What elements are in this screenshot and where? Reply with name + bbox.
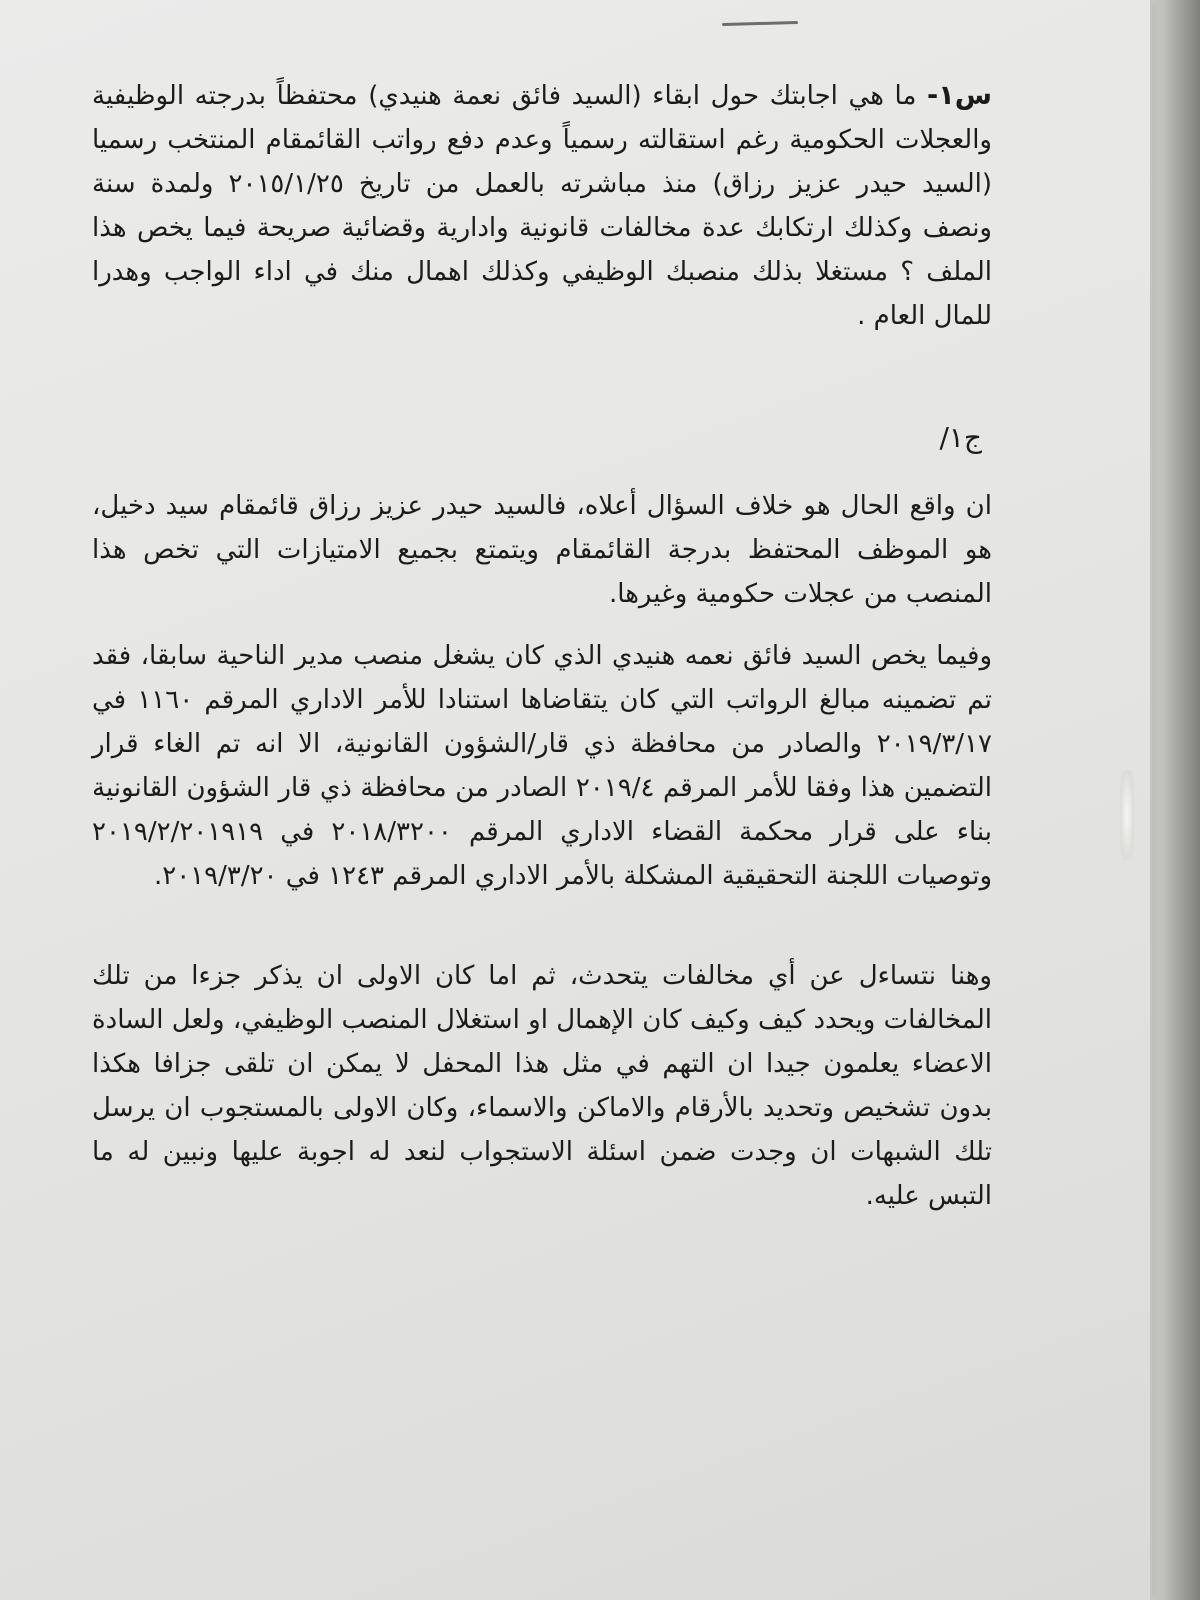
answer-paragraph-3: وهنا نتساءل عن أي مخالفات يتحدث، ثم اما كان الاولى ان يذكر جزءا من تلك المخالفات ويحدد كيف وكيف كان الإهمال او استغلال المنصب الوظيفي، ولعل السادة الاعضاء يعلمون جيدا ان التهم في مثل هذا المحفل لا يمكن ان تلقى جزافا هكذا بدون تشخيص وتحديد بالأرقام والاماكن والاسماء، وكان الاولى بالمستجوب ان يرسل تلك الشبهات ان وجدت ضمن اسئلة الاستجواب لنعد له اجوبة عليها ونبين له ما التبس عليه. (92, 961, 992, 1211)
staple-mark (722, 21, 798, 26)
paper-tear-mark (1120, 770, 1134, 860)
question-paragraph (92, 74, 992, 338)
answer-label: ج١/ (939, 421, 982, 454)
answer-paragraph-2: وفيما يخص السيد فائق نعمه هنيدي الذي كان يشغل منصب مدير الناحية سابقا، فقد تم تضمينه مبالغ الرواتب التي كان يتقاضاها استنادا للأمر الاداري المرقم ١١٦٠ في ٢٠١٩/٣/١٧ والصادر من محافظة ذي قار/الشؤون القانونية، الا انه تم الغاء قرار التضمين هذا وفقا للأمر المرقم ٢٠١٩/٤ الصادر من محافظة ذي قار الشؤون القانونية بناء على قرار محكمة القضاء الاداري المرقم ٢٠١٨/٣٢٠٠ في ٢٠١٩/٢/٢٠١٩١٩ وتوصيات اللجنة التحقيقية المشكلة بالأمر الاداري المرقم ١٢٤٣ في ٢٠١٩/٣/٢٠. (92, 641, 992, 891)
answer-paragraph-1: ان واقع الحال هو خلاف السؤال أعلاه، فالسيد حيدر عزيز رزاق قائمقام سيد دخيل، هو الموظف المحتفظ بدرجة القائمقام ويتمتع بجميع الامتيازات التي تخص هذا المنصب من عجلات حكومية وغيرها. (92, 491, 992, 609)
question-text: ما هي اجابتك حول ابقاء (السيد فائق نعمة هنيدي) محتفظاً بدرجته الوظيفية والعجلات الحكومية رغم استقالته رسمياً وعدم دفع رواتب القائمقام المنتخب رسميا (السيد حيدر عزيز رزاق) منذ مباشرته بالعمل من تاريخ ٢٠١٥/١/٢٥ ولمدة سنة ونصف وكذلك ارتكابك عدة مخالفات قانونية وادارية وقضائية صريحة فيما يخص هذا الملف ؟ مستغلا بذلك منصبك الوظيفي وكذلك اهمال منك في اداء الواجب وهدرا للمال العام . (92, 81, 992, 331)
question-label: س١- (927, 80, 993, 111)
